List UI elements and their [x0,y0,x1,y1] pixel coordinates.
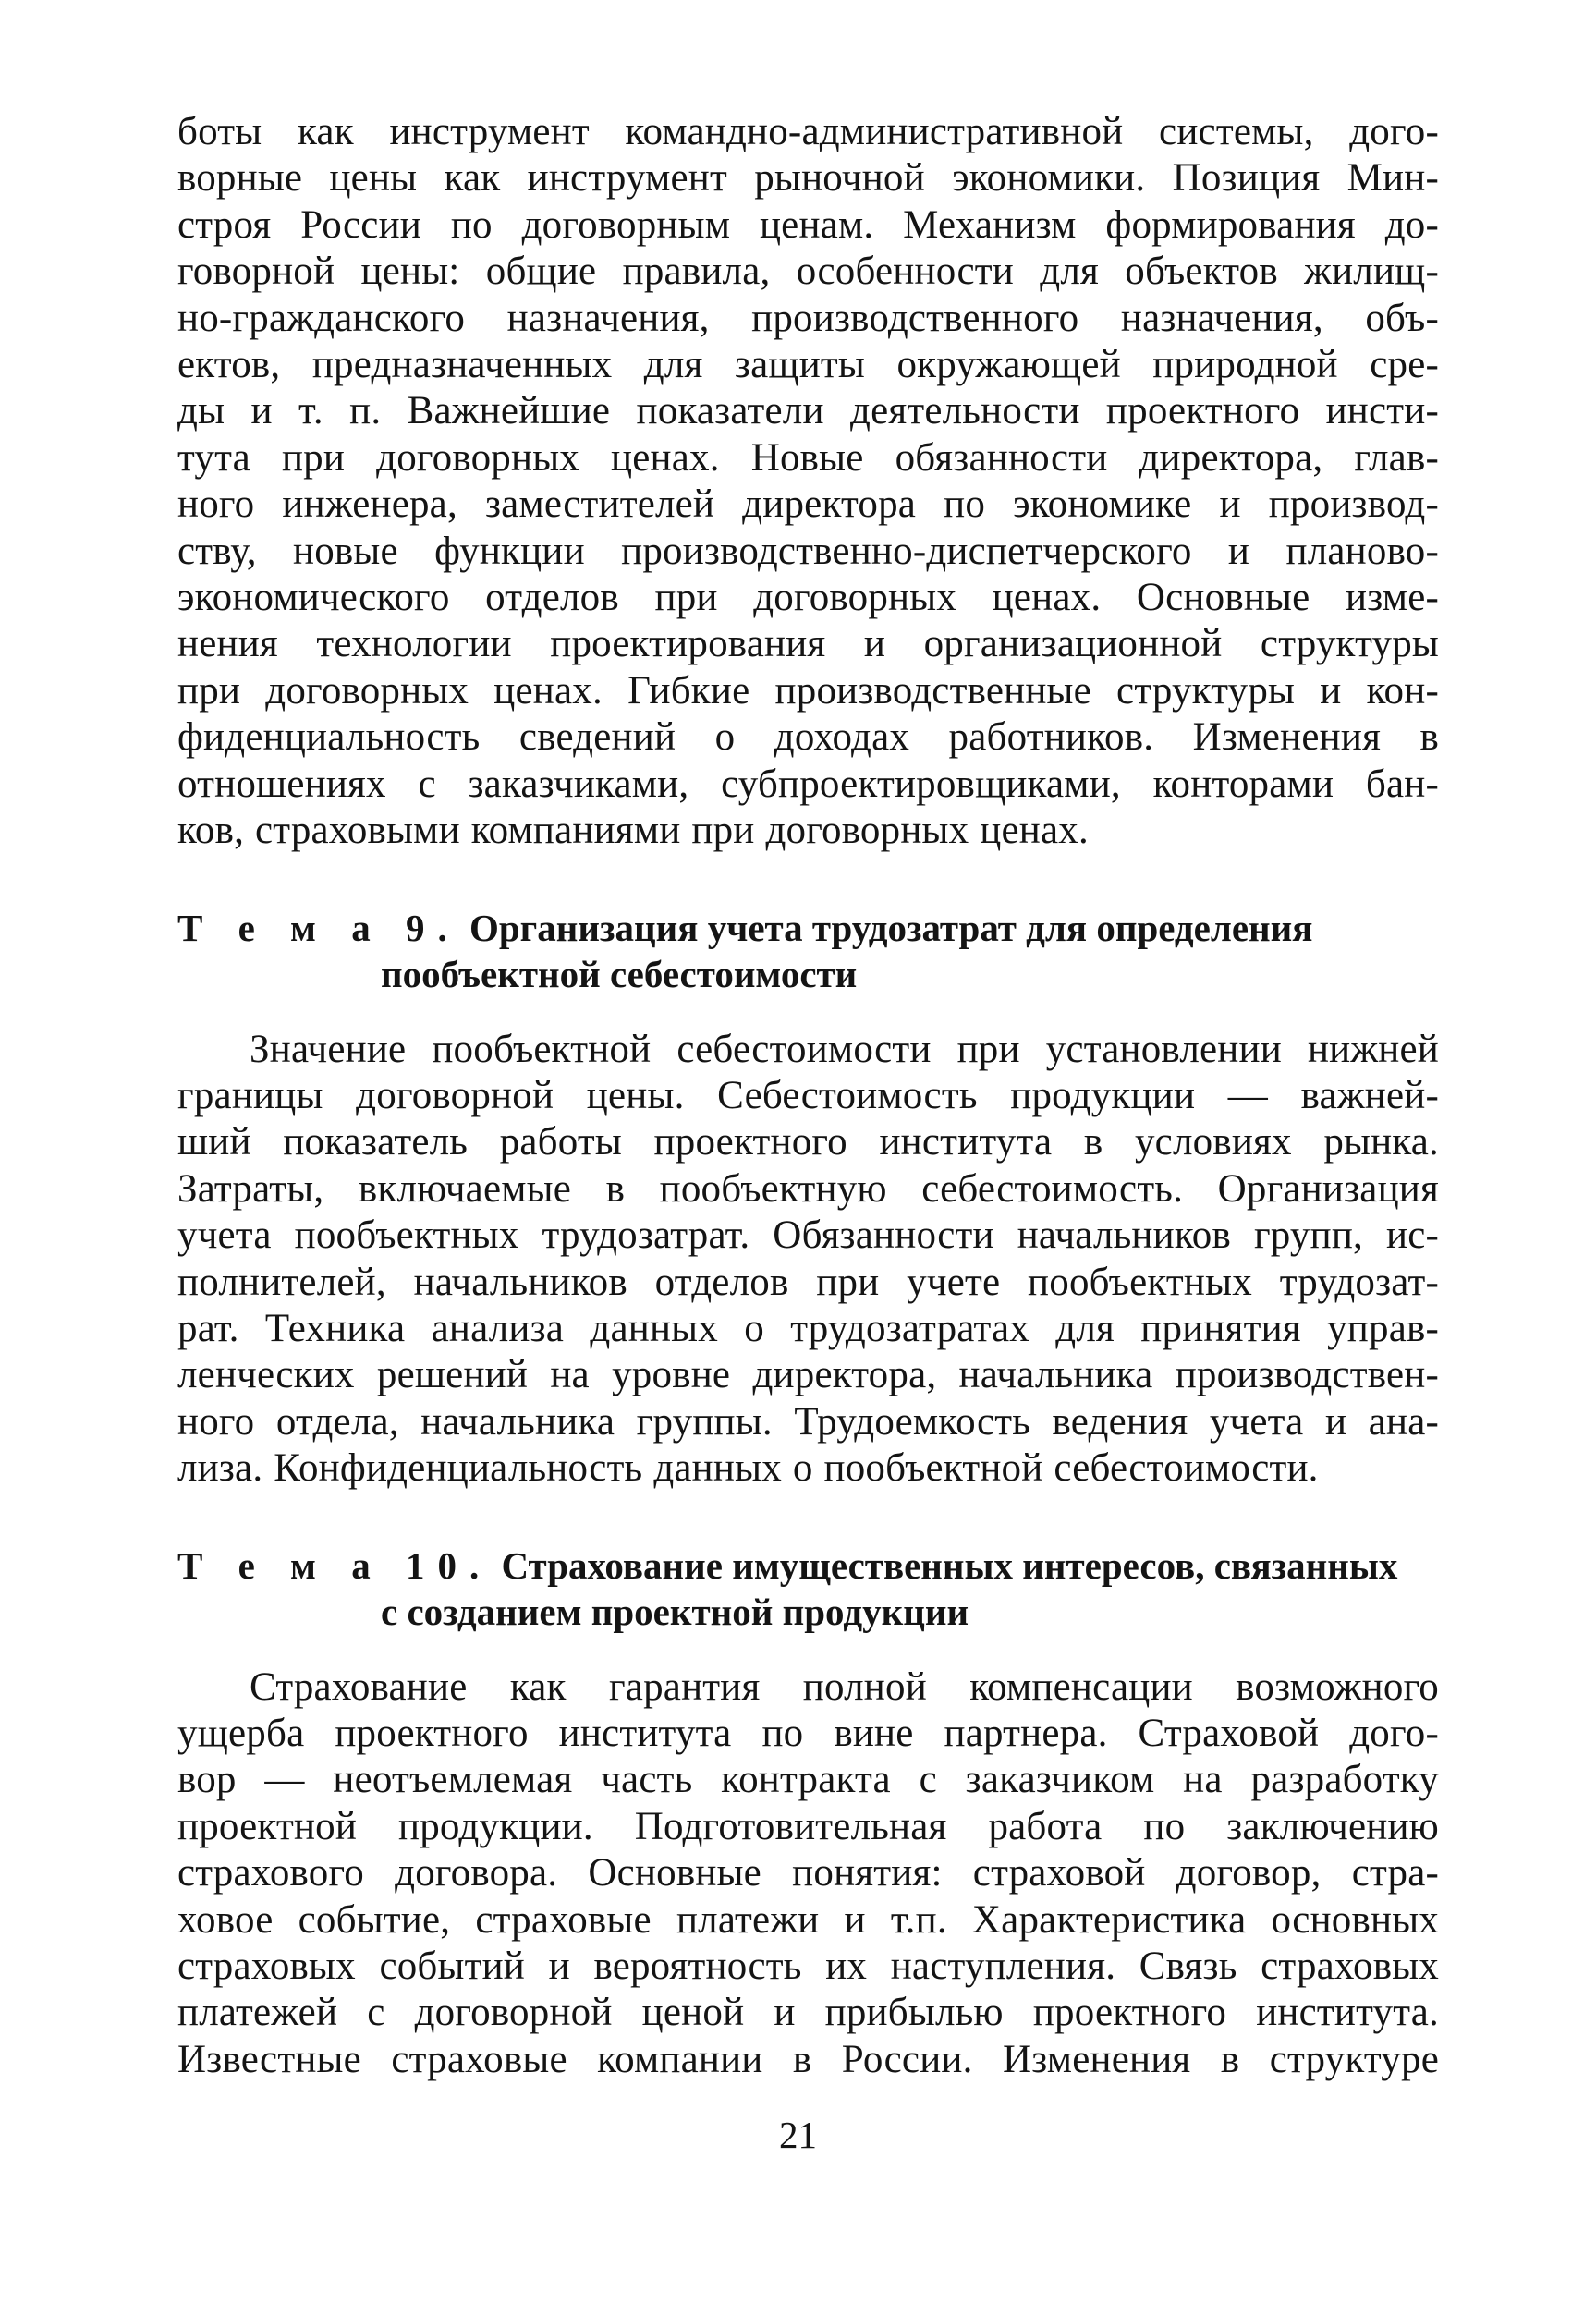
topic-9-title-line-1: Организация учета трудозатрат для определения [469,906,1313,949]
text-line: при договорных ценах. Гибкие производственные структуры и кон- [177,668,1439,713]
text-line: ного отдела, начальника группы. Трудоемкость ведения учета и ана- [177,1399,1439,1444]
topic-10-title-line-2: с созданием проектной продукции [381,1590,969,1633]
text-line: говорной цены: общие правила, особенности для объектов жилищ- [177,250,1439,294]
text-line: Значение пообъектной себестоимости при установлении нижней [250,1027,1439,1071]
text-line: границы договорной цены. Себестоимость продукции — важней- [177,1073,1439,1117]
text-line: ленческих решений на уровне директора, начальника производствен- [177,1353,1439,1397]
text-line: Страхование как гарантия полной компенсации возможного [250,1664,1439,1709]
text-line: фиденциальность сведений о доходах работников. Изменения в [177,715,1439,760]
text-line: Затраты, включаемые в пообъектную себестоимость. Организация [177,1166,1439,1211]
text-line: ший показатель работы проектного института в условиях рынка. [177,1120,1439,1164]
page-number: 21 [779,2114,817,2156]
text-line: тута при договорных ценах. Новые обязанности директора, глав- [177,435,1439,480]
text-line: нения технологии проектирования и организационной структуры [177,622,1439,666]
text-line: ворные цены как инструмент рыночной экономики. Позиция Мин- [177,156,1439,201]
text-line: проектной продукции. Подготовительная работа по заключению [177,1804,1439,1848]
text-line: ектов, предназначенных для защиты окружающей природной сре- [177,343,1439,387]
text-line: отношениях с заказчиками, субпроектировщиками, конторами бан- [177,762,1439,806]
text-line: ховое событие, страховые платежи и т.п. Характеристика основных [177,1897,1439,1942]
text-line: ков, страховыми компаниями при договорных ценах. [177,809,1089,853]
text-line: ущерба проектного института по вине партнера. Страховой дого- [177,1711,1439,1755]
text-line: учета пообъектных трудозатрат. Обязанности начальников групп, ис- [177,1213,1439,1258]
text-line: ству, новые функции производственно-диспетчерского и планово- [177,529,1439,573]
topic-10-label: Т е м а 10. [177,1543,493,1587]
text-line: страхового договора. Основные понятия: страховой договор, стра- [177,1851,1439,1896]
topic-10-paragraph [177,1664,1439,2084]
topic-9-paragraph [177,1027,1439,1493]
topic-9-label: Т е м а 9. [177,906,460,949]
text-line: ды и т. п. Важнейшие показатели деятельности проектного инсти- [177,389,1439,433]
text-line: вор — неотъемлемая часть контракта с заказчиком на разработку [177,1758,1439,1802]
text-line: боты как инструмент командно-административной системы, дого- [177,110,1439,153]
topic-10-heading [177,1542,1439,1635]
text-line: но-гражданского назначения, производственного назначения, объ- [177,296,1439,340]
text-line: лиза. Конфиденциальность данных о пообъектной себестоимости. [177,1446,1319,1491]
text-line: страховых событий и вероятность их наступления. Связь страховых [177,1944,1439,1988]
text-line: полнителей, начальников отделов при учете пообъектных трудозат- [177,1260,1439,1304]
page-body [177,109,1439,2083]
text-line: рат. Техника анализа данных о трудозатратах для принятия управ- [177,1306,1439,1350]
topic-9-heading [177,905,1439,997]
text-line: платежей с договорной ценой и прибылью проектного института. [177,1991,1439,2035]
intro-paragraph [177,109,1439,855]
text-line: строя России по договорным ценам. Механизм формирования до- [177,202,1439,247]
text-line: Известные страховые компании в России. Изменения в структуре [177,2037,1439,2081]
topic-9-title-line-2: пообъектной себестоимости [381,952,858,995]
text-line: ного инженера, заместителей директора по экономике и производ- [177,482,1439,527]
topic-10-title-line-1: Страхование имущественных интересов, связанных [501,1543,1398,1587]
text-line: экономического отделов при договорных ценах. Основные изме- [177,576,1439,620]
